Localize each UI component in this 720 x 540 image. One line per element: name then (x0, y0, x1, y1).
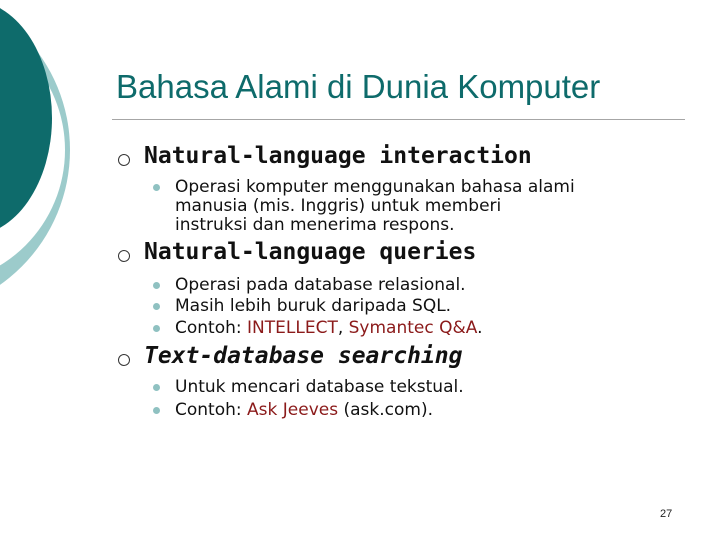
item-prefix: Contoh: (175, 400, 248, 420)
dot-bullet-icon (153, 407, 160, 414)
item-suffix: . (477, 318, 483, 338)
example-link-symantec[interactable]: Symantec Q&A (348, 318, 478, 338)
hollow-circle-bullet-icon (118, 154, 130, 166)
item-prefix: Contoh: (175, 318, 248, 338)
item-line: instruksi dan menerima respons. (175, 215, 455, 235)
item-suffix: (ask.com). (338, 400, 433, 420)
item-text: Operasi pada database relasional. (175, 275, 466, 295)
section-heading: Natural-language interaction (144, 143, 532, 169)
slide-title: Bahasa Alami di Dunia Komputer (116, 68, 601, 105)
dot-bullet-icon (153, 184, 160, 191)
decorative-circles (0, 0, 120, 300)
dot-bullet-icon (153, 303, 160, 310)
item-line: Operasi komputer menggunakan bahasa alami (175, 177, 575, 197)
section-heading: Text-database searching (144, 343, 463, 369)
item-text: Untuk mencari database tekstual. (175, 377, 464, 397)
hollow-circle-bullet-icon (118, 354, 130, 366)
item-text: Masih lebih buruk daripada SQL. (175, 296, 452, 316)
example-link-ask-jeeves[interactable]: Ask Jeeves (247, 400, 339, 420)
dot-bullet-icon (153, 325, 160, 332)
hollow-circle-bullet-icon (118, 250, 130, 262)
page-number: 27 (660, 508, 673, 520)
example-link-intellect[interactable]: INTELLECT (247, 318, 338, 338)
item-separator: , (337, 318, 349, 338)
section-heading: Natural-language queries (144, 239, 477, 265)
dot-bullet-icon (153, 384, 160, 391)
title-divider (112, 119, 685, 120)
item-line: manusia (mis. Inggris) untuk memberi (175, 196, 502, 216)
dot-bullet-icon (153, 282, 160, 289)
